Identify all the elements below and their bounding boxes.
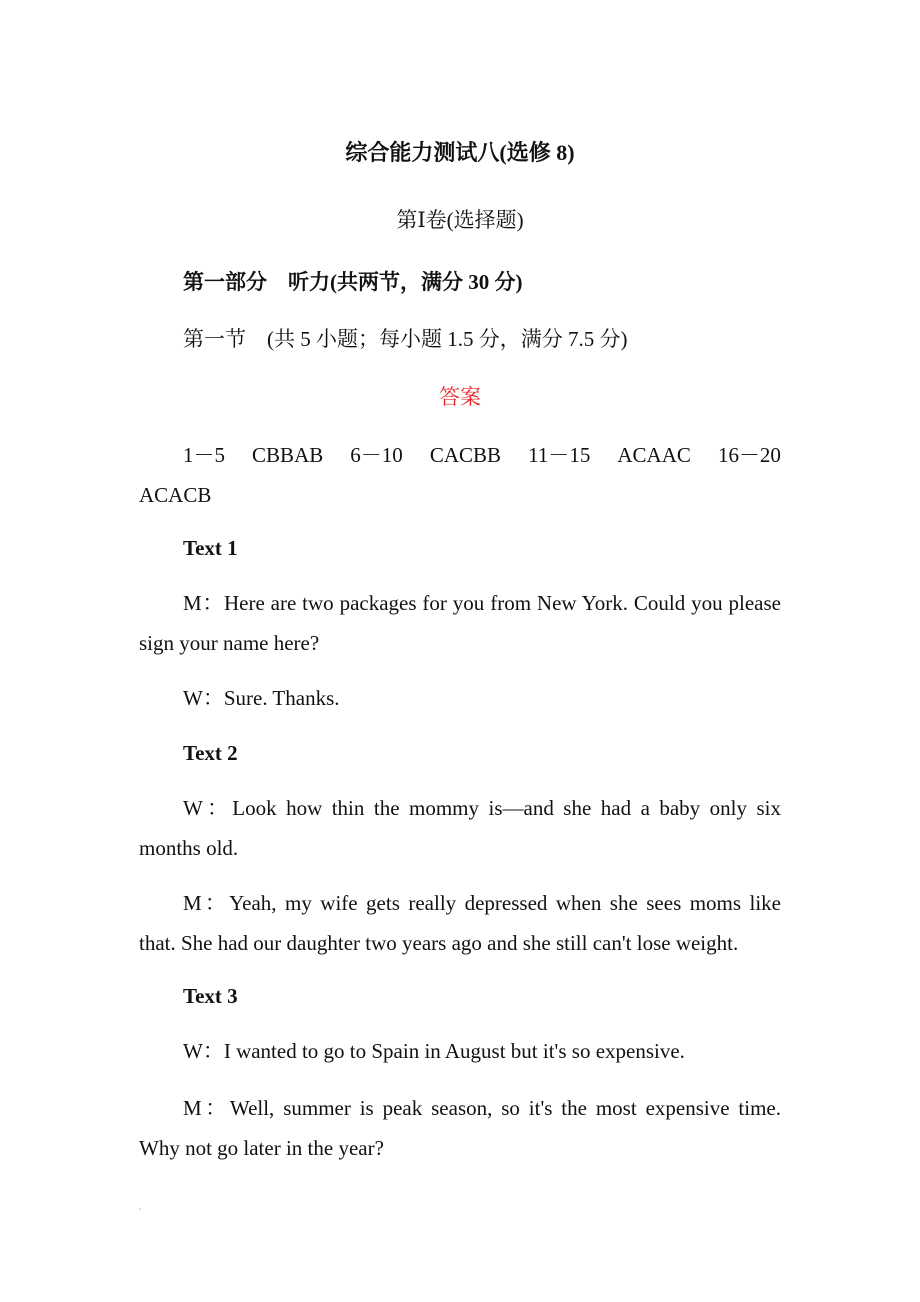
- section-heading: 第一节 (共 5 小题；每小题 1.5 分，满分 7.5 分): [183, 327, 628, 351]
- answer-range: 16－20: [717, 443, 781, 467]
- dialogue-line: M：Yeah, my wife gets really depressed when she sees moms like that. She had our daughter two years ago and she still can't lose weight.: [139, 891, 781, 955]
- dialogue-line: M：Here are two packages for you from New York. Could you please sign your name here?: [139, 591, 781, 655]
- dialogue-line: W：Sure. Thanks.: [183, 686, 340, 710]
- answer-letters-wrap: ACACB: [139, 483, 212, 507]
- volume-title: 第Ⅰ卷(选择题): [396, 208, 524, 232]
- dialogue-line: M：Well, summer is peak season, so it's the most expensive time. Why not go later in the year?: [139, 1096, 781, 1160]
- dialogue-line: W：Look how thin the mommy is—and she had a baby only six months old.: [139, 796, 781, 860]
- text-heading: Text 1: [183, 536, 238, 560]
- page-speck: [139, 1208, 141, 1210]
- answer-label: 答案: [439, 385, 481, 409]
- part-heading: 第一部分 听力(共两节，满分 30 分): [183, 270, 523, 294]
- answer-letters: CACBB: [429, 443, 502, 467]
- answer-key-row: [183, 441, 781, 469]
- document-title: 综合能力测试八(选修 8): [345, 140, 575, 165]
- dialogue-line: W：I wanted to go to Spain in August but it's so expensive.: [183, 1039, 685, 1063]
- text-heading: Text 2: [183, 741, 238, 765]
- answer-range: 6－10: [350, 443, 403, 467]
- text-heading: Text 3: [183, 984, 238, 1008]
- answer-letters: ACAAC: [617, 443, 691, 467]
- answer-letters: CBBAB: [252, 443, 324, 467]
- answer-range: 1－5: [183, 443, 225, 467]
- answer-range: 11－15: [528, 443, 591, 467]
